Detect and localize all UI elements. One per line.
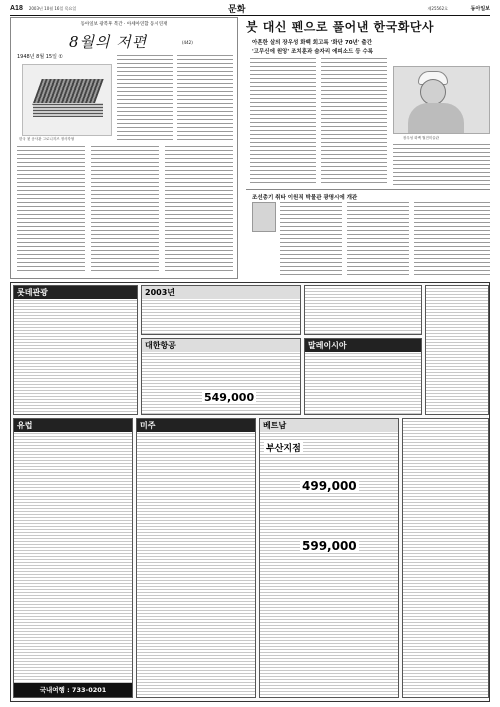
building-base [33,103,103,117]
brief-headline: 조선총기 취타 이원직 박물관 광명시에 개관 [252,195,358,201]
section-title: 문화 [228,5,246,15]
serial-subtitle: 동아일보 광복후 복간 · 아세아연합 동시연재 [80,22,168,27]
travel-ad [304,338,422,415]
ad-branch: 부산지점 [264,441,303,454]
paper-logo: 동아일보 [470,6,490,12]
serial-number: (442) [182,40,193,45]
ad-header: 유럽 [14,419,132,432]
brief-text-column [347,202,409,276]
feature-text-column [321,58,387,186]
travel-ad [304,285,422,335]
ad-price: 549,000 [204,391,255,404]
ad-header: 롯데관광 [14,286,137,299]
page-header [10,3,490,14]
portrait-shirt [408,103,464,134]
article-text-column [117,55,173,143]
ad-header: 대한항공 [142,339,300,352]
ad-header: 2003년 [142,286,300,299]
article-dateline: 1948년 8월 15일 ① [17,54,64,60]
travel-ad [141,338,301,415]
travel-ad [425,285,489,415]
section-divider [246,189,490,190]
page-number: A18 [10,5,23,12]
ad-price: 499,000 [302,479,357,493]
travel-ad [13,285,138,415]
building-roof [32,79,103,105]
feature-text-column [250,58,316,186]
ad-price: 599,000 [302,539,357,553]
brief-text-column [414,202,490,276]
travel-ad [141,285,301,335]
brief-photo [252,202,276,232]
advertisement-block [10,282,490,702]
article-text-column [17,146,85,274]
serial-article [10,17,238,279]
portrait-caption: 장우성 화백 월전미술관 [403,136,440,140]
article-text-column [165,146,233,274]
header-rule [10,15,490,16]
feature-headline: 붓 대신 펜으로 풀어낸 한국화단사 [246,20,435,34]
feature-text-column [393,144,490,186]
travel-ad [13,418,133,698]
travel-ad [136,418,256,698]
travel-ad [402,418,489,698]
travel-ad [259,418,399,698]
serial-title: 8월의 저편 [69,33,148,51]
brief-text-column [280,202,342,276]
feature-subhead: 아흔한 살의 장우성 화백 회고록 '화단 70년' 출간 [252,40,373,46]
artist-portrait [393,66,490,134]
issue-number: 제25562호 [427,5,448,11]
feature-subhead: '고무신에 원앙' 조치훈과 숨자리 에피소드 등 수록 [252,49,374,55]
ad-header: 베트남 [260,419,398,432]
publish-date: 2003년 10월 16일 목요일 [28,5,77,11]
article-text-column [177,55,233,143]
article-text-column [91,146,159,274]
ad-phone: 국내여행 : 733-0201 [14,683,132,697]
ad-header: 말레이시아 [305,339,421,352]
portrait-face [420,79,446,105]
article-photo [22,64,112,136]
photo-caption: 한국 첫 공사관 그로니지즈 정사각형 [19,137,75,141]
ad-header: 미주 [137,419,255,432]
